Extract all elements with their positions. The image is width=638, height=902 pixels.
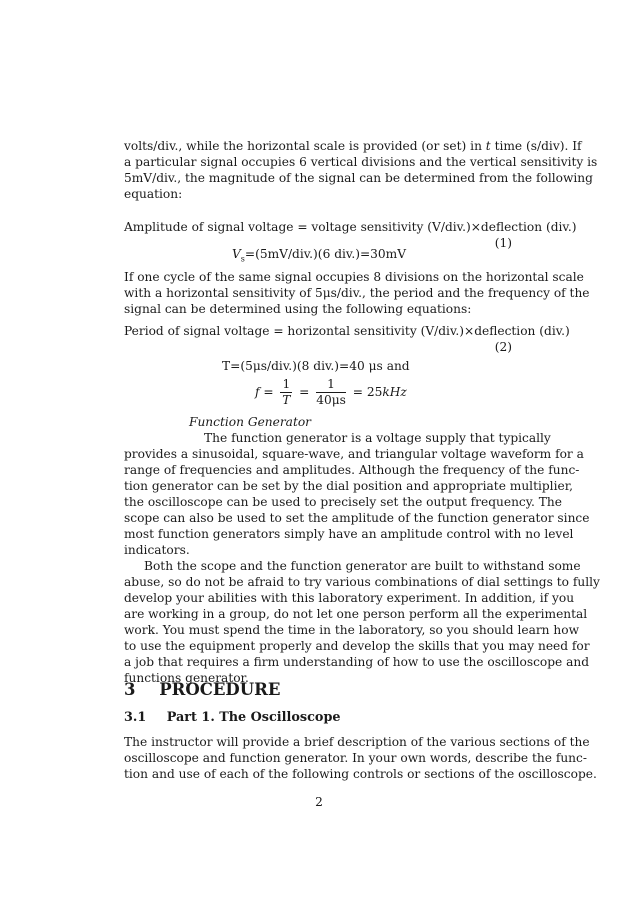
section-title: PROCEDURE <box>159 680 281 699</box>
function-generator-heading: Function Generator <box>189 415 311 429</box>
para1-line3: 5mV/div., the magnitude of the signal can be determined from the following <box>124 171 593 185</box>
para3-line1: Both the scope and the function generator are built to withstand some <box>144 559 581 573</box>
eq2-number: (2) <box>494 340 512 354</box>
para3-line5: work. You must spend the time in the laboratory, so you should learn how <box>124 623 580 637</box>
fg-line5: the oscilloscope can be used to precisely set the output frequency. The <box>124 495 562 509</box>
eq3-frac2 <box>316 377 346 408</box>
eq1-line2 <box>0 246 638 267</box>
eq1-number: (1) <box>494 236 512 250</box>
fg-line1: The function generator is a voltage supply that typically <box>204 431 551 445</box>
para1-line1: volts/div., while the horizontal scale is provided (or set) in t time (s/div). If <box>124 139 582 153</box>
para1-line4: equation: <box>124 187 183 201</box>
eq2-text: Period of signal voltage = horizontal sensitivity (V/div.)×deflection (div.) <box>124 324 570 338</box>
eq1-var: V <box>231 247 241 261</box>
eq3-num1: 1 <box>282 377 291 391</box>
para4-line2: oscilloscope and function generator. In your own words, describe the func- <box>124 751 587 765</box>
para3-line3: develop your abilities with this laboratory experiment. In addition, if you <box>124 591 575 605</box>
eq3-den2: 40μs <box>316 393 346 407</box>
para3-line7: a job that requires a firm understanding of how to use the oscilloscope and <box>124 655 590 669</box>
para4-line1: The instructor will provide a brief description of the various sections of the <box>124 735 590 749</box>
eq3-num2: 1 <box>316 377 346 393</box>
fg-line2: provides a sinusoidal, square-wave, and triangular voltage waveform for a <box>124 447 584 461</box>
para2-line3: signal can be determined using the following equations: <box>124 302 472 316</box>
eq3-eq: = <box>299 385 310 399</box>
fg-line3: range of frequencies and amplitudes. Although the frequency of the func- <box>124 463 580 477</box>
eq3-frac1 <box>280 377 292 408</box>
para3-line8: functions generator. <box>124 671 249 685</box>
subsection-number: 3.1 <box>124 710 147 725</box>
para3-line2: abuse, so do not be afraid to try various combinations of dial settings to fully <box>124 575 600 589</box>
eq3-rhs: = 25kHz <box>352 385 407 399</box>
eq2-line2: T=(5μs/div.)(8 div.)=40 μs and <box>222 359 410 373</box>
subsection-title: Part 1. The Oscilloscope <box>166 710 341 725</box>
para3-line4: are working in a group, do not let one person perform all the experimental <box>124 607 588 621</box>
eq3 <box>255 377 407 408</box>
para1-line2: a particular signal occupies 6 vertical divisions and the vertical sensitivity is <box>124 155 598 169</box>
fg-line8: indicators. <box>124 543 190 557</box>
eq1-text: Amplitude of signal voltage = voltage sensitivity (V/div.)×deflection (div.) <box>124 220 577 234</box>
para3-line6: to use the equipment properly and develop the skills that you may need for <box>124 639 590 653</box>
section-heading <box>124 680 280 699</box>
eq3-den1: T <box>282 393 291 407</box>
fg-line4: tion generator can be set by the dial position and appropriate multiplier, <box>124 479 574 493</box>
fg-line6: scope can also be used to set the amplitude of the function generator since <box>124 511 590 525</box>
eq1-rest: =(5mV/div.)(6 div.)=30mV <box>244 247 407 261</box>
page-number: 2 <box>315 795 323 809</box>
eq3-lhs: f = <box>255 385 274 399</box>
para2-line1: If one cycle of the same signal occupies 8 divisions on the horizontal scale <box>124 270 584 284</box>
para2-line2: with a horizontal sensitivity of 5μs/div., the period and the frequency of the <box>124 286 590 300</box>
subsection-heading <box>124 710 341 725</box>
para4-line3: tion and use of each of the following controls or sections of the oscilloscope. <box>124 767 597 781</box>
fg-line7: most function generators simply have an amplitude control with no level <box>124 527 574 541</box>
section-number: 3 <box>124 680 136 699</box>
eq1-sub: s <box>240 254 245 264</box>
